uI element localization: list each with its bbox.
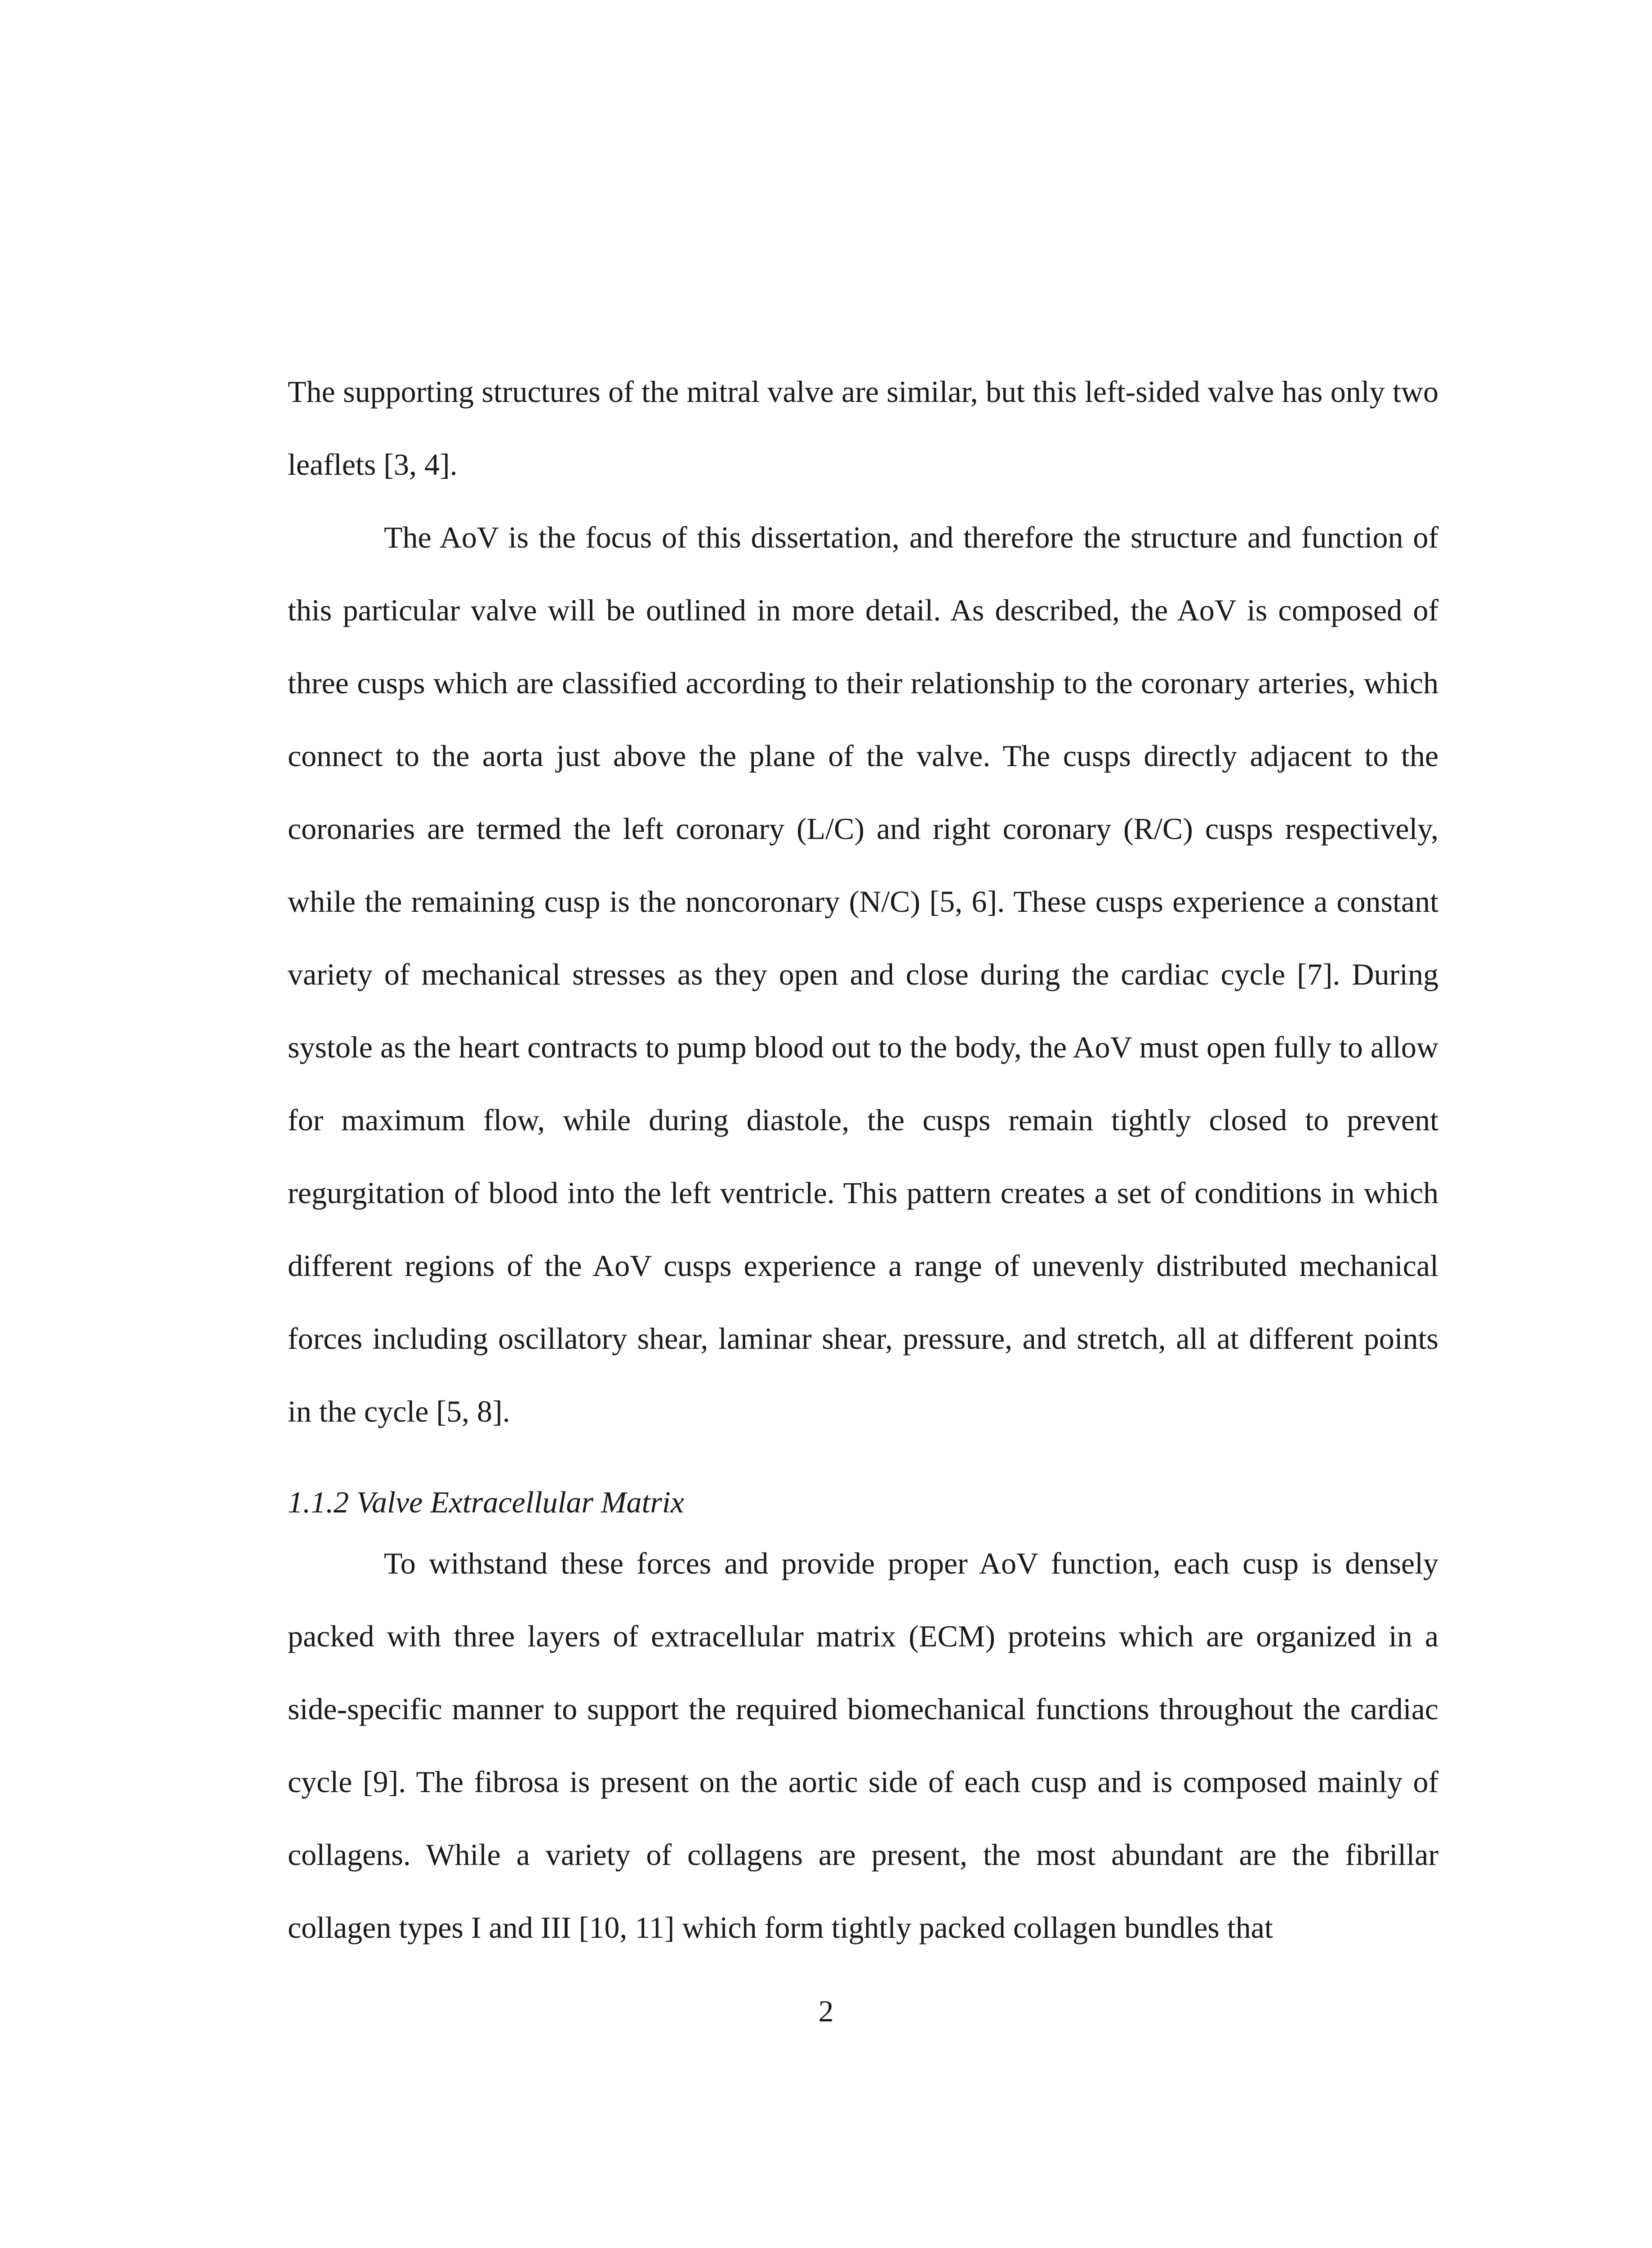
body-text [288, 355, 1438, 1964]
page-number: 2 [818, 1994, 834, 2028]
paragraph-extracellular-matrix: To withstand these forces and provide proper AoV function, each cusp is densely packed with three layers of extracellular matrix (ECM) proteins which are organized in a side-specific manner to support the required biomechanical functions throughout the cardiac cycle [9]. The fibrosa is present on the aortic side of each cusp and is composed mainly of collagens. While a variety of collagens are present, the most abundant are the fibrillar collagen types I and III [10, 11] which form tightly packed collagen bundles that [288, 1546, 1438, 1945]
paragraph-mitral-valve: The supporting structures of the mitral valve are similar, but this left-sided valve has only two leaflets [3, 4]. [288, 375, 1438, 482]
section-heading: 1.1.2 Valve Extracellular Matrix [288, 1485, 684, 1519]
paragraph-aov-structure: The AoV is the focus of this dissertation, and therefore the structure and function of this particular valve will be outlined in more detail. As described, the AoV is composed of three cusps which are classified according to their relationship to the coronary arteries, which connect to the aorta just above the plane of the valve. The cusps directly adjacent to the coronaries are termed the left coronary (L/C) and right coronary (R/C) cusps respectively, while the remaining cusp is the noncoronary (N/C) [5, 6]. These cusps experience a constant variety of mechanical stresses as they open and close during the cardiac cycle [7]. During systole as the heart contracts to pump blood out to the body, the AoV must open fully to allow for maximum flow, while during diastole, the cusps remain tightly closed to prevent regurgitation of blood into the left ventricle. This pattern creates a set of conditions in which different regions of the AoV cusps experience a range of unevenly distributed mechanical forces including oscillatory shear, laminar shear, pressure, and stretch, all at different points in the cycle [5, 8]. [288, 520, 1438, 1428]
